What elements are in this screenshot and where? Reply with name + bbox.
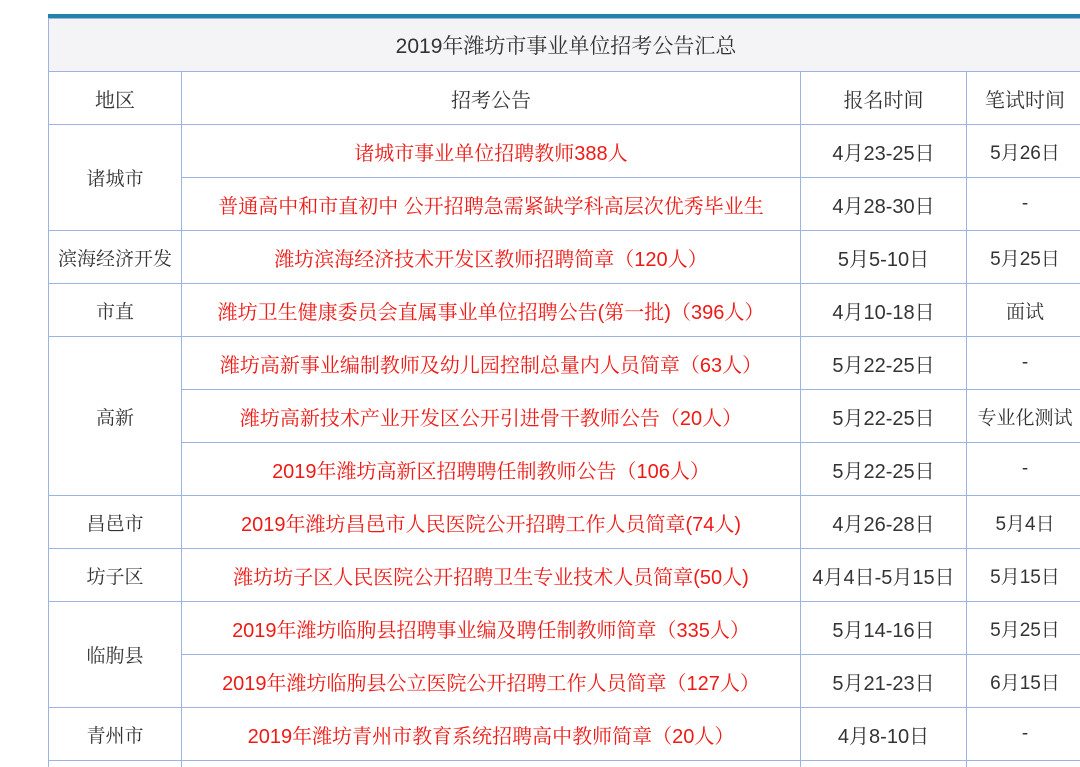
exam-time: 5月4日 [967,496,1080,549]
announcement-link[interactable]: 2019年潍坊昌邑市人民医院公开招聘工作人员简章(74人) [240,513,742,536]
signup-time: 5月22-25日 [801,443,967,496]
signup-time: 5月22-25日 [801,337,967,390]
announcement-link[interactable]: 潍坊高新技术产业开发区公开引进骨干教师公告（20人） [239,407,743,430]
table-row [49,231,1080,284]
table-row [49,125,1080,178]
exam-time: 5月25日 [967,231,1080,284]
region-cell-fangzi: 坊子区 [49,549,182,602]
recruitment-table [48,18,1080,767]
announcement-link[interactable]: 潍坊滨海经济技术开发区教师招聘简章（120人） [274,248,708,271]
signup-time: 4月26-28日 [801,496,967,549]
table-row-partial [49,761,1080,767]
signup-time: 5月21-23日 [801,655,967,708]
table-row [49,602,1080,655]
table-row [49,337,1080,390]
region-cell-gaoxin: 高新 [49,337,182,496]
exam-time: 5月26日 [967,125,1080,178]
empty-cell [967,761,1080,767]
signup-time: 4月8-10日 [801,708,967,761]
column-header-announcement: 招考公告 [182,72,801,125]
region-cell-qingzhou: 青州市 [49,708,182,761]
region-cell-shizhi: 市直 [49,284,182,337]
empty-cell [182,761,801,767]
exam-time: 5月25日 [967,602,1080,655]
exam-time: - [967,443,1080,496]
table-row [49,655,1080,708]
table-row [49,549,1080,602]
exam-time: - [967,337,1080,390]
signup-time: 5月22-25日 [801,390,967,443]
announcement-link[interactable]: 潍坊坊子区人民医院公开招聘卫生专业技术人员简章(50人) [233,566,749,589]
announcement-link[interactable]: 2019年潍坊青州市教育系统招聘高中教师简章（20人） [247,725,735,748]
column-header-signup-time: 报名时间 [801,72,967,125]
signup-time: 4月23-25日 [801,125,967,178]
empty-cell [49,761,182,767]
region-cell-changyi: 昌邑市 [49,496,182,549]
exam-time: 6月15日 [967,655,1080,708]
signup-time: 5月14-16日 [801,602,967,655]
exam-time: - [967,708,1080,761]
signup-time: 4月28-30日 [801,178,967,231]
exam-time: 专业化测试 [967,390,1080,443]
table-title-row [49,19,1080,72]
table-row [49,178,1080,231]
table-row [49,496,1080,549]
table-row [49,708,1080,761]
exam-time: - [967,178,1080,231]
announcement-link[interactable]: 2019年潍坊高新区招聘聘任制教师公告（106人） [272,460,710,483]
region-cell-binhai: 滨海经济开发 [49,231,182,284]
signup-time: 4月10-18日 [801,284,967,337]
announcement-link[interactable]: 2019年潍坊临朐县公立医院公开招聘工作人员简章（127人） [222,672,760,695]
recruitment-table-container [48,14,1080,767]
announcement-link[interactable]: 潍坊卫生健康委员会直属事业单位招聘公告(第一批)（396人） [217,301,765,324]
empty-cell [801,761,967,767]
table-header-row [49,72,1080,125]
table-row [49,390,1080,443]
table-row [49,443,1080,496]
page-title: 2019年潍坊市事业单位招考公告汇总 [49,19,1080,72]
exam-time: 5月15日 [967,549,1080,602]
region-cell-linqu: 临朐县 [49,602,182,708]
announcement-link[interactable]: 潍坊高新事业编制教师及幼儿园控制总量内人员简章（63人） [219,354,763,377]
announcement-link[interactable]: 普通高中和市直初中 公开招聘急需紧缺学科高层次优秀毕业生 [218,195,764,218]
column-header-region: 地区 [49,72,182,125]
announcement-link[interactable]: 诸城市事业单位招聘教师388人 [354,142,628,165]
column-header-exam-time: 笔试时间 [967,72,1080,125]
region-cell-zhucheng: 诸城市 [49,125,182,231]
exam-time: 面试 [967,284,1080,337]
announcement-link[interactable]: 2019年潍坊临朐县招聘事业编及聘任制教师简章（335人） [232,619,750,642]
table-row [49,284,1080,337]
signup-time: 5月5-10日 [801,231,967,284]
signup-time: 4月4日-5月15日 [801,549,967,602]
